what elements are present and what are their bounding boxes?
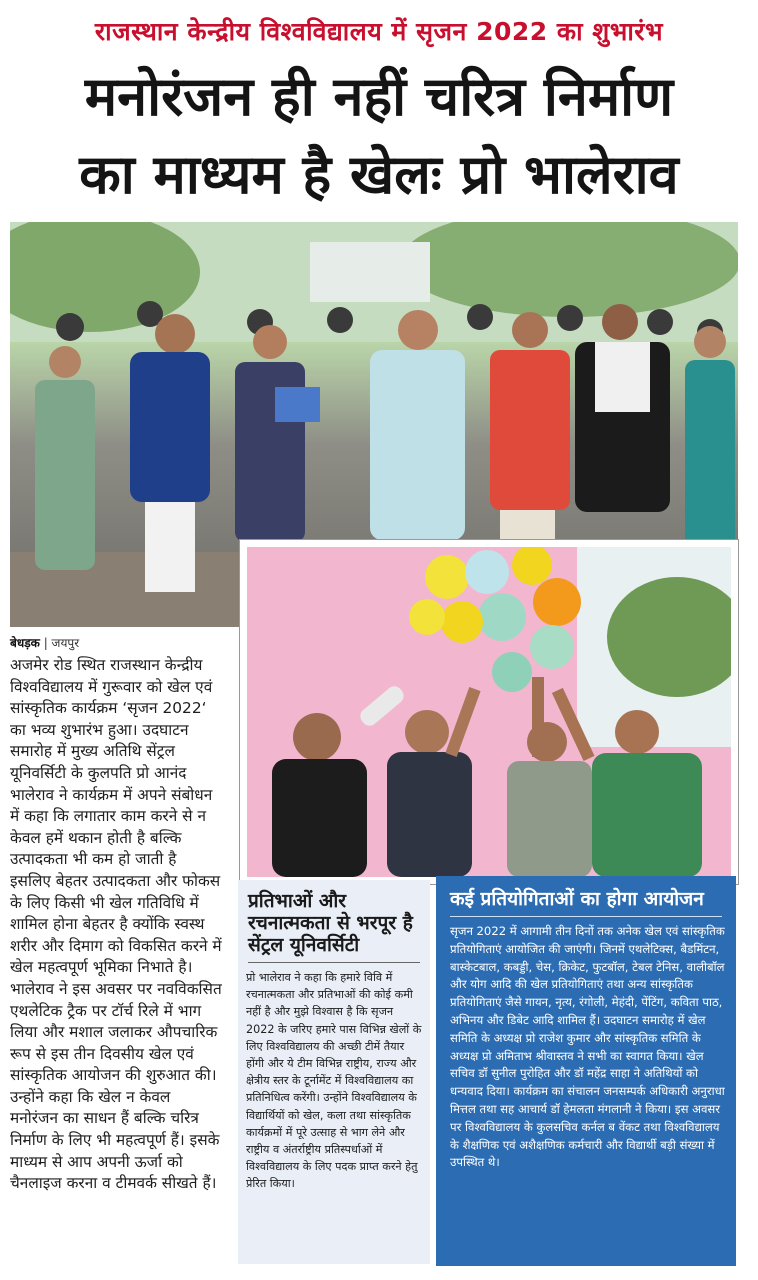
kicker-headline: राजस्थान केन्द्रीय विश्वविद्यालय में सृजन 2022 का शुभारंभ xyxy=(94,17,664,46)
sidebar-box-talent-heading: प्रतिभाओं और रचनात्मकता से भरपूर है सेंट्रल यूनिवर्सिटी xyxy=(248,890,420,963)
sidebar-box-talent xyxy=(238,880,430,1264)
byline-city: जयपुर xyxy=(51,636,80,650)
sidebar-box-talent-text: प्रो भालेराव ने कहा कि हमारे विवि में रचनात्मकता और प्रतिभाओं की कोई कमी नहीं है और मुझे विश्वास है कि सृजन 2022 के जरिए हमारे पास विभिन्न खेलों के लिए विश्वविद्यालय की अच्छी टीमें तैयार होंगी और ये टीम विभिन्न राष्ट्रीय, राज्य और क्षेत्रीय स्तर के टूर्नामेंट में विश्वविद्यालय का प्रतिनिधित्व करेंगी। उन्होंने विश्वविद्यालय के विद्यार्थियों को खेल, कला तथा सांस्कृतिक कार्यक्रमों में पूरे उत्साह से भाग लेने और राष्ट्रीय व अंतर्राष्ट्रीय प्रतिस्पर्धाओं में विश्वविद्यालय के लिए पदक प्राप्त करने हेतु प्रेरित किया। xyxy=(246,971,422,1191)
inset-photo-balloon-release xyxy=(240,540,738,884)
article-body-left: अजमेर रोड स्थित राजस्थान केन्द्रीय विश्वविद्यालय में गुरूवार को खेल एवं सांस्कृतिक कार्यक्रम ‘सृजन 2022‘ का भव्य शुभारंभ हुआ। उदघाटन समारोह में मुख्य अतिथि सेंट्रल यूनिवर्सिटी के कुलपति प्रो आनंद भालेराव ने कार्यक्रम में अपने संबोधन में कहा कि लगातार काम करने से न केवल हमें थकान होती है बल्कि उत्पादकता भी कम हो जाती है इसलिए बेहतर उत्पादकता और फोकस के लिए किसी भी खेल गतिविधि में शामिल होना बेहतर है क्योंकि स्वस्थ शरीर और दिमाग को विकसित करने में खेल महत्वपूर्ण भूमिका निभाते है। भालेराव ने इस अवसर पर नवविकसित एथलेटिक ट्रैक पर टॉर्च रिले में भाग लिया और मशाल जलाकर औपचारिक रूप से इस तीन दिवसीय खेल एवं सांस्कृतिक आयोजन की शुरुआत की। उन्होंने कहा कि खेल न केवल मनोरंजन का साधन हैं बल्कि चरित्र निर्माण के लिए भी महत्वपूर्ण हैं। इसके माध्यम से आप अपनी ऊर्जा को चैनलाइज करना व टीमवर्क सीखते हैं। xyxy=(10,656,222,1193)
byline-separator: | xyxy=(39,636,52,650)
byline-source: बेधड़क xyxy=(10,636,40,650)
sidebar-box-competitions-heading: कई प्रतियोगिताओं का होगा आयोजन xyxy=(450,888,722,917)
byline xyxy=(10,634,79,651)
sidebar-box-competitions xyxy=(436,876,736,1266)
headline-line-1: मनोरंजन ही नहीं चरित्र निर्माण xyxy=(84,65,674,128)
sidebar-box-competitions-text: सृजन 2022 में आगामी तीन दिनों तक अनेक खेल एवं सांस्कृतिक प्रतियोगिताएं आयोजित की जाएंगी। जिनमें एथलेटिक्स, बैडमिंटन, बास्केटबाल, कबड्डी, चेस, क्रिकेट, फुटबॉल, टेबल टेनिस, वालीबॉल और योग आदि की खेल प्रतियोगिताएं तथा अन्य सांस्कृतिक प्रतियोगिताएं जैसे गायन, नृत्य, रंगोली, मेहंदी, पेंटिंग, कविता पाठ, अभिनय और डिबेट आदि शामिल हैं। उदघाटन समारोह में खेल समिति के अध्यक्ष प्रो राजेश कुमार और सांस्कृतिक समिति के अध्यक्ष प्रो अमिताभ श्रीवास्तव ने सभी का स्वागत किया। खेल सचिव डॉ सुनील पुरोहित और डॉ महेंद्र साहा ने अतिथियों को धन्यवाद दिया। कार्यक्रम का संचालन जनसम्पर्क अधिकारी अनुराधा मित्तल तथा सह आचार्य डॉ हेमलता मंगलानी ने किया। इस अवसर पर विश्वविद्यालय के कुलसचिव कर्नल ब वेंकट तथा विश्वविद्यालय के शैक्षणिक एवं अशैक्षणिक कर्मचारी और विद्यार्थी बड़ी संख्या में उपस्थित थे। xyxy=(450,924,725,1170)
headline-line-2: का माध्यम है खेलः प्रो भालेराव xyxy=(79,143,679,206)
